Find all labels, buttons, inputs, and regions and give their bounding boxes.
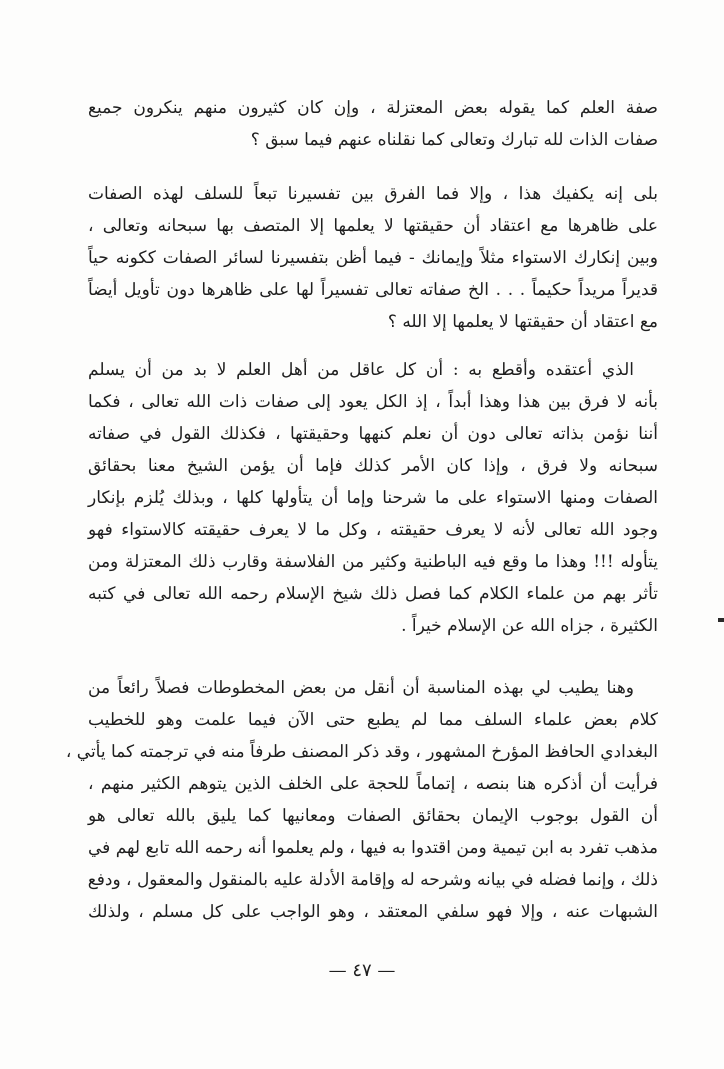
paragraph-4 xyxy=(65,672,658,928)
text-line: الصفات ومنها الاستواء على ما شرحنا وإما أن يتأولها كلها ، وبذلك يُلزم بإنكار xyxy=(88,488,659,508)
text-line: الذي أعتقده وأقطع به : أن كل عاقل من أهل العلم لا بد من أن يسلم xyxy=(88,360,634,380)
text-line: الشبهات عنه ، وإلا فهو سلفي المعتقد ، وهو الواجب على كل مسلم ، ولذلك xyxy=(88,902,658,922)
text-line: بلى إنه يكفيك هذا ، وإلا فما الفرق بين تفسيرنا تبعاً للسلف لهذه الصفات xyxy=(88,184,658,204)
text-line: صفات الذات لله تبارك وتعالى كما نقلناه عنهم فيما سبق ؟ xyxy=(250,130,658,150)
text-line: يتأوله !!! وهذا ما وقع فيه الباطنية وكثير من الفلاسفة وقارب ذلك المعتزلة ومن xyxy=(88,552,658,572)
page-text-block xyxy=(65,92,659,1032)
page-number: — ٤٧ — xyxy=(328,960,396,981)
text-line: قديراً مريداً حكيماً . . . الخ صفاته تعالى تفسيراً لها على ظاهرها دون تأويل أيضاً xyxy=(88,280,658,300)
text-line: بأنه لا فرق بين هذا وهذا أبداً ، إذ الكل يعود إلى صفات ذات الله تعالى ، فكما xyxy=(88,392,658,412)
text-line: ذلك ، وإنما فضله في بيانه وشرحه له وإقامة الأدلة عليه بالمنقول والمعقول ، ودفع xyxy=(87,870,658,890)
paragraph-2 xyxy=(88,178,658,338)
text-line: صفة العلم كما يقوله بعض المعتزلة ، وإن كان كثيرون منهم ينكرون جميع xyxy=(88,98,658,118)
text-line: البغدادي الحافظ المؤرخ المشهور ، وقد ذكر المصنف طرفاً منه في ترجمته كما يأتي ، xyxy=(65,742,658,762)
text-line: تأثر بهم من علماء الكلام كما فصل ذلك شيخ الإسلام رحمه الله تعالى في كتبه xyxy=(88,584,658,604)
paragraph-1 xyxy=(88,92,658,156)
text-line: سبحانه ولا فرق ، وإذا كان الأمر كذلك فإما أن يؤمن الشيخ معنا بحقائق xyxy=(88,456,658,476)
text-line: على ظاهرها مع اعتقاد أن حقيقتها لا يعلمها إلا المتصف بها سبحانه وتعالى ، xyxy=(88,216,658,236)
text-line: مع اعتقاد أن حقيقتها لا يعلمها إلا الله ؟ xyxy=(387,312,658,332)
edge-mark xyxy=(718,618,724,622)
paragraph-3 xyxy=(88,354,658,642)
text-line: وبين إنكارك الاستواء مثلاً وإيمانك - فيما أظن بتفسيرنا لسائر الصفات ككونه حياً xyxy=(88,248,658,268)
text-line: فرأيت أن أذكره هنا بنصه ، إتماماً للحجة على الخلف الذين يتوهم الكثير منهم ، xyxy=(88,774,658,794)
text-line: كلام بعض علماء السلف مما لم يطبع حتى الآن فيما علمت وهو للخطيب xyxy=(88,710,658,730)
text-line: أن القول بوجوب الإيمان بحقائق الصفات ومعانيها كما يليق بالله تعالى هو xyxy=(88,806,658,826)
text-line: وجود الله تعالى لأنه لا يعرف حقيقته ، وكل ما لا يعرف حقيقته كالاستواء فهو xyxy=(88,520,658,540)
text-line: مذهب تفرد به ابن تيمية ومن اقتدوا به فيها ، ولم يعلموا أنه رحمه الله تابع لهم في xyxy=(88,838,658,858)
text-line: وهنا يطيب لي بهذه المناسبة أن أنقل من بعض المخطوطات فصلاً رائعاً من xyxy=(88,678,634,698)
text-line: الكثيرة ، جزاه الله عن الإسلام خيراً . xyxy=(401,616,658,636)
text-line: أننا نؤمن بذاته تعالى دون أن نعلم كنهها وحقيقتها ، فكذلك القول في صفاته xyxy=(88,424,658,444)
